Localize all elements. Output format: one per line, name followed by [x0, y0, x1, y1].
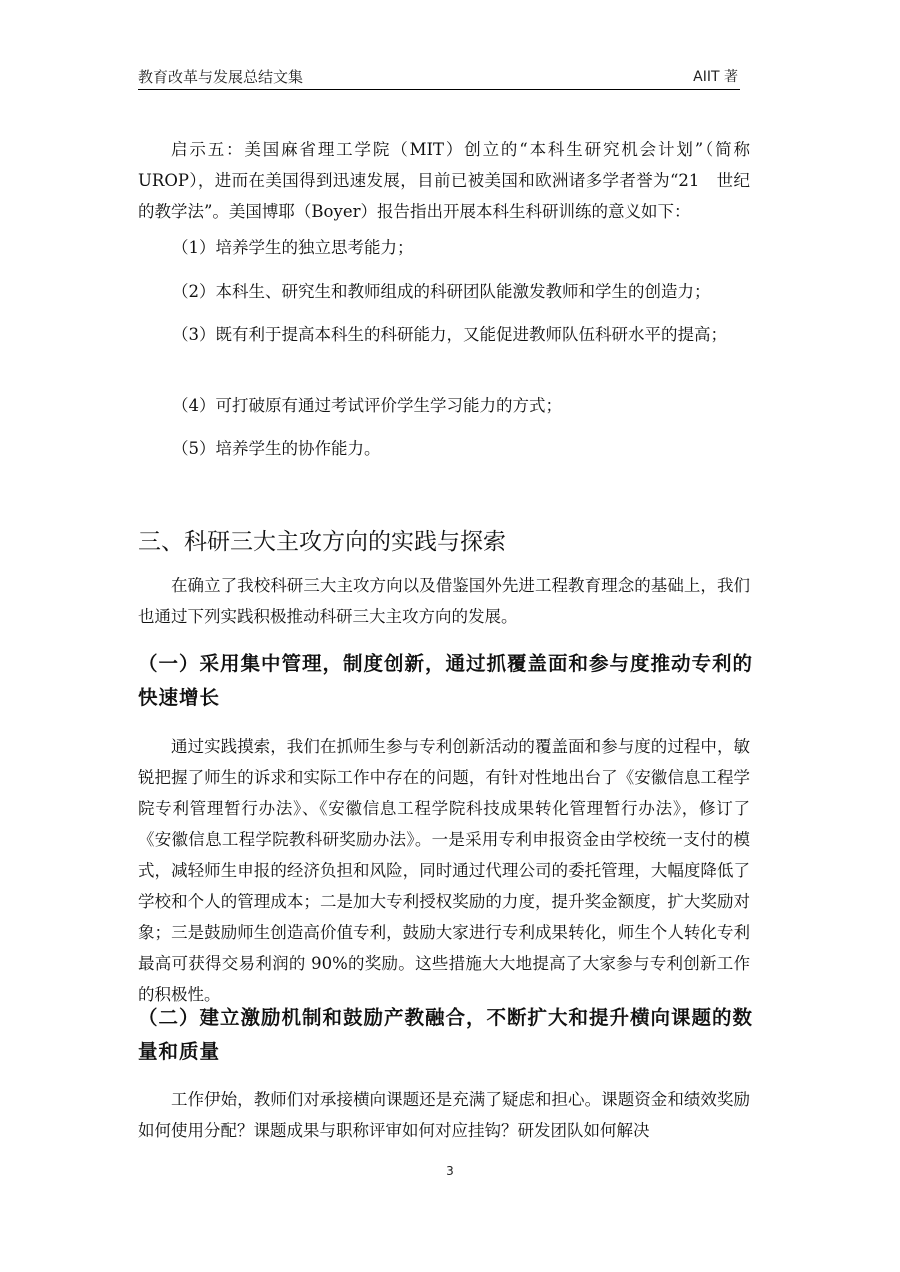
paragraph-projects: 工作伊始，教师们对承接横向课题还是充满了疑虑和担心。课题资金和绩效奖励如何使用分配？课题成果与职称评审如何对应挂钩？研发团队如何解决 [138, 1090, 750, 1140]
list-item: （1）培养学生的独立思考能力； [172, 238, 414, 257]
list-item: （3）既有利于提高本科生的科研能力，又能促进教师队伍科研水平的提高； [172, 325, 727, 344]
subsection-title-projects: （二）建立激励机制和鼓励产教融合，不断扩大和提升横向课题的数量和质量 [138, 1006, 754, 1063]
list-item: （5）培养学生的协作能力。 [172, 439, 381, 458]
page-number: 3 [446, 1164, 454, 1178]
list-item: （4）可打破原有通过考试评价学生学习能力的方式； [172, 396, 562, 415]
list-item: （2）本科生、研究生和教师组成的科研团队能激发教师和学生的创造力； [172, 282, 711, 301]
paragraph-intro: 在确立了我校科研三大主攻方向以及借鉴国外先进工程教育理念的基础上，我们也通过下列实践积极推动科研三大主攻方向的发展。 [138, 576, 750, 626]
header-book-title: 教育改革与发展总结文集 [138, 68, 304, 86]
subsection-title-patents: （一）采用集中管理，制度创新，通过抓覆盖面和参与度推动专利的快速增长 [138, 652, 754, 709]
page-header [138, 66, 738, 90]
paragraph-patents: 通过实践摸索，我们在抓师生参与专利创新活动的覆盖面和参与度的过程中，敏锐把握了师生的诉求和实际工作中存在的问题，有针对性地出台了《安徽信息工程学院专利管理暂行办法》、《安徽信息工程学院科技成果转化管理暂行办法》，修订了《安徽信息工程学院教科研奖励办法》。一是采用专利申报资金由学校统一支付的模式，减轻师生申报的经济负担和风险，同时通过代理公司的委托管理，大幅度降低了学校和个人的管理成本；二是加大专利授权奖励的力度，提升奖金额度，扩大奖励对象；三是鼓励师生创造高价值专利，鼓励大家进行专利成果转化，师生个人转化专利最高可获得交易利润的 90%的奖励。这些措施大大地提高了大家参与专利创新工作的积极性。 [138, 737, 750, 1004]
header-divider [138, 89, 740, 90]
section-title: 三、科研三大主攻方向的实践与探索 [138, 529, 506, 555]
paragraph-insight-five: 启示五：美国麻省理工学院（MIT）创立的“本科生研究机会计划”（简称UROP），进而在美国得到迅速发展，目前已被美国和欧洲诸多学者誉为“21 世纪的教学法”。美国博耶（Boyer）报告指出开展本科生科研训练的意义如下： [138, 140, 750, 221]
header-author: AIIT 著 [693, 69, 738, 85]
